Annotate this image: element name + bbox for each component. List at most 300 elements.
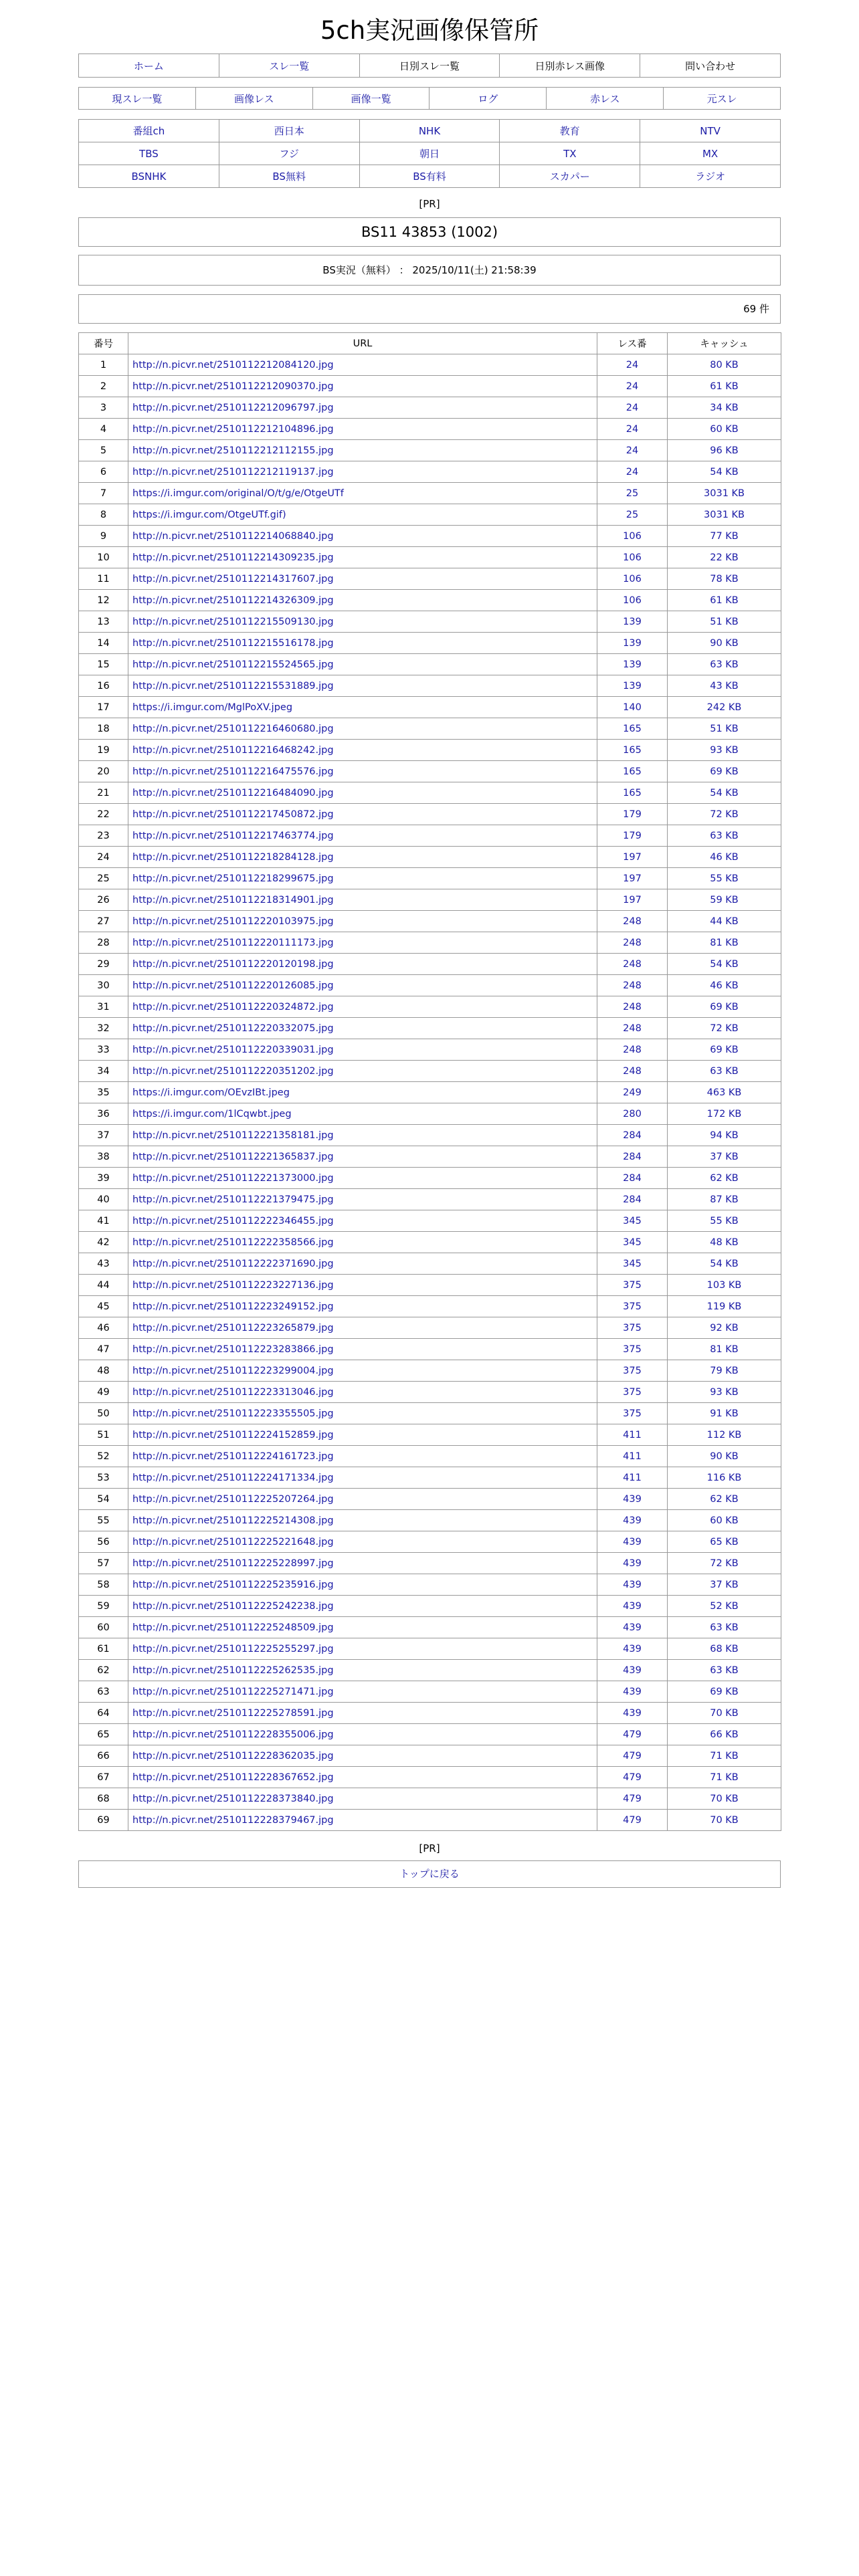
row-cache-size-cell[interactable] bbox=[668, 1531, 781, 1553]
row-res-number[interactable]: 439 bbox=[623, 1707, 642, 1719]
row-cache-size-cell[interactable] bbox=[668, 397, 781, 419]
row-url-cell[interactable] bbox=[128, 954, 597, 975]
row-res-number[interactable]: 140 bbox=[623, 702, 642, 713]
row-res-number[interactable]: 165 bbox=[623, 766, 642, 777]
row-cache-size-cell[interactable] bbox=[668, 440, 781, 461]
row-cache-size-cell[interactable] bbox=[668, 461, 781, 483]
row-cache-size[interactable]: 81 KB bbox=[710, 937, 739, 948]
row-cache-size[interactable]: 55 KB bbox=[710, 1215, 739, 1226]
row-cache-size[interactable]: 72 KB bbox=[710, 1558, 739, 1569]
row-url[interactable]: http://n.picvr.net/2510112212090370.jpg bbox=[132, 381, 334, 392]
row-res-number-cell[interactable] bbox=[597, 1638, 668, 1660]
row-cache-size-cell[interactable] bbox=[668, 675, 781, 697]
row-cache-size[interactable]: 61 KB bbox=[710, 381, 739, 392]
row-res-number[interactable]: 197 bbox=[623, 873, 642, 884]
row-url[interactable]: http://n.picvr.net/2510112221358181.jpg bbox=[132, 1130, 334, 1141]
row-res-number-cell[interactable] bbox=[597, 1125, 668, 1146]
row-url[interactable]: http://n.picvr.net/2510112225271471.jpg bbox=[132, 1686, 334, 1697]
row-res-number[interactable]: 411 bbox=[623, 1429, 642, 1440]
row-res-number-cell[interactable] bbox=[597, 1210, 668, 1232]
row-cache-size[interactable]: 112 KB bbox=[706, 1429, 742, 1440]
row-url-cell[interactable] bbox=[128, 1232, 597, 1253]
row-cache-size[interactable]: 119 KB bbox=[706, 1301, 742, 1312]
row-res-number[interactable]: 375 bbox=[623, 1279, 642, 1291]
row-res-number-cell[interactable] bbox=[597, 1103, 668, 1125]
row-res-number[interactable]: 165 bbox=[623, 744, 642, 756]
row-url[interactable]: http://n.picvr.net/2510112218299675.jpg bbox=[132, 873, 334, 884]
row-cache-size-cell[interactable] bbox=[668, 954, 781, 975]
subnav-red-res[interactable] bbox=[547, 88, 664, 110]
row-cache-size-cell[interactable] bbox=[668, 932, 781, 954]
row-cache-size-cell[interactable] bbox=[668, 1360, 781, 1382]
row-res-number[interactable]: 479 bbox=[623, 1793, 642, 1804]
row-cache-size-cell[interactable] bbox=[668, 1296, 781, 1317]
row-res-number[interactable]: 25 bbox=[626, 509, 639, 520]
row-url[interactable]: http://n.picvr.net/2510112228379467.jpg bbox=[132, 1814, 334, 1826]
row-url[interactable]: http://n.picvr.net/2510112221365837.jpg bbox=[132, 1151, 334, 1162]
row-res-number[interactable]: 106 bbox=[623, 552, 642, 563]
row-res-number-cell[interactable] bbox=[597, 419, 668, 440]
row-res-number-cell[interactable] bbox=[597, 1724, 668, 1745]
subnav-current-threads[interactable] bbox=[79, 88, 196, 110]
row-cache-size-cell[interactable] bbox=[668, 996, 781, 1018]
row-cache-size-cell[interactable] bbox=[668, 1510, 781, 1531]
row-url-cell[interactable] bbox=[128, 1446, 597, 1467]
row-cache-size-cell[interactable] bbox=[668, 1168, 781, 1189]
row-cache-size[interactable]: 22 KB bbox=[710, 552, 739, 563]
subnav-log-link[interactable]: ログ bbox=[478, 92, 498, 105]
row-url[interactable]: https://i.imgur.com/original/O/t/g/e/OtgeUTf bbox=[132, 488, 344, 499]
row-url[interactable]: http://n.picvr.net/2510112228367652.jpg bbox=[132, 1772, 334, 1783]
row-url[interactable]: http://n.picvr.net/2510112222346455.jpg bbox=[132, 1215, 334, 1226]
row-url[interactable]: http://n.picvr.net/2510112223249152.jpg bbox=[132, 1301, 334, 1312]
row-url[interactable]: http://n.picvr.net/2510112218284128.jpg bbox=[132, 851, 334, 863]
row-res-number-cell[interactable] bbox=[597, 1596, 668, 1617]
row-cache-size-cell[interactable] bbox=[668, 1617, 781, 1638]
row-res-number[interactable]: 479 bbox=[623, 1814, 642, 1826]
row-res-number[interactable]: 248 bbox=[623, 1065, 642, 1077]
row-url[interactable]: http://n.picvr.net/2510112214309235.jpg bbox=[132, 552, 334, 563]
row-url-cell[interactable] bbox=[128, 1681, 597, 1703]
row-cache-size-cell[interactable] bbox=[668, 868, 781, 889]
row-cache-size-cell[interactable] bbox=[668, 547, 781, 568]
row-cache-size[interactable]: 46 KB bbox=[710, 851, 739, 863]
row-url-cell[interactable] bbox=[128, 847, 597, 868]
row-cache-size[interactable]: 90 KB bbox=[710, 1451, 739, 1462]
row-url[interactable]: http://n.picvr.net/2510112228355006.jpg bbox=[132, 1729, 334, 1740]
row-cache-size[interactable]: 51 KB bbox=[710, 723, 739, 734]
row-url-cell[interactable] bbox=[128, 804, 597, 825]
row-url[interactable]: http://n.picvr.net/2510112221379475.jpg bbox=[132, 1194, 334, 1205]
row-res-number[interactable]: 24 bbox=[626, 359, 639, 370]
row-cache-size-cell[interactable] bbox=[668, 376, 781, 397]
row-res-number[interactable]: 249 bbox=[623, 1087, 642, 1098]
row-url-cell[interactable] bbox=[128, 911, 597, 932]
row-cache-size[interactable]: 65 KB bbox=[710, 1536, 739, 1547]
channel-cell[interactable] bbox=[219, 165, 359, 188]
row-url[interactable]: http://n.picvr.net/2510112222371690.jpg bbox=[132, 1258, 334, 1269]
row-url[interactable]: http://n.picvr.net/2510112216460680.jpg bbox=[132, 723, 334, 734]
row-res-number[interactable]: 439 bbox=[623, 1536, 642, 1547]
row-url-cell[interactable] bbox=[128, 1103, 597, 1125]
row-cache-size-cell[interactable] bbox=[668, 697, 781, 718]
row-url[interactable]: http://n.picvr.net/2510112220126085.jpg bbox=[132, 980, 334, 991]
row-url[interactable]: http://n.picvr.net/2510112220351202.jpg bbox=[132, 1065, 334, 1077]
row-url[interactable]: http://n.picvr.net/2510112225228997.jpg bbox=[132, 1558, 334, 1569]
row-res-number-cell[interactable] bbox=[597, 804, 668, 825]
row-cache-size-cell[interactable] bbox=[668, 804, 781, 825]
row-res-number[interactable]: 197 bbox=[623, 894, 642, 905]
row-cache-size-cell[interactable] bbox=[668, 611, 781, 633]
channel-link[interactable]: MX bbox=[702, 147, 719, 160]
row-url[interactable]: http://n.picvr.net/2510112216475576.jpg bbox=[132, 766, 334, 777]
row-res-number[interactable]: 411 bbox=[623, 1472, 642, 1483]
row-cache-size[interactable]: 72 KB bbox=[710, 809, 739, 820]
row-res-number-cell[interactable] bbox=[597, 1232, 668, 1253]
row-cache-size-cell[interactable] bbox=[668, 1424, 781, 1446]
row-res-number[interactable]: 345 bbox=[623, 1258, 642, 1269]
row-cache-size-cell[interactable] bbox=[668, 1061, 781, 1082]
nav-home[interactable] bbox=[79, 54, 219, 78]
row-url-cell[interactable] bbox=[128, 461, 597, 483]
row-url[interactable]: http://n.picvr.net/2510112225255297.jpg bbox=[132, 1643, 334, 1654]
row-cache-size[interactable]: 69 KB bbox=[710, 1044, 739, 1055]
row-cache-size-cell[interactable] bbox=[668, 1317, 781, 1339]
channel-link[interactable]: フジ bbox=[279, 148, 299, 160]
row-cache-size[interactable]: 242 KB bbox=[706, 702, 742, 713]
nav-thread-list[interactable] bbox=[219, 54, 359, 78]
row-res-number-cell[interactable] bbox=[597, 504, 668, 526]
row-res-number[interactable]: 439 bbox=[623, 1579, 642, 1590]
row-url[interactable]: http://n.picvr.net/2510112223299004.jpg bbox=[132, 1365, 334, 1376]
row-url[interactable]: http://n.picvr.net/2510112223355505.jpg bbox=[132, 1408, 334, 1419]
row-cache-size-cell[interactable] bbox=[668, 1660, 781, 1681]
row-res-number[interactable]: 479 bbox=[623, 1772, 642, 1783]
row-cache-size-cell[interactable] bbox=[668, 1810, 781, 1831]
row-res-number-cell[interactable] bbox=[597, 847, 668, 868]
row-res-number[interactable]: 375 bbox=[623, 1408, 642, 1419]
row-url-cell[interactable] bbox=[128, 1810, 597, 1831]
row-res-number-cell[interactable] bbox=[597, 440, 668, 461]
row-cache-size-cell[interactable] bbox=[668, 419, 781, 440]
row-cache-size[interactable]: 54 KB bbox=[710, 466, 739, 477]
row-res-number-cell[interactable] bbox=[597, 1703, 668, 1724]
row-cache-size[interactable]: 63 KB bbox=[710, 659, 739, 670]
row-cache-size[interactable]: 116 KB bbox=[706, 1472, 742, 1483]
row-cache-size[interactable]: 43 KB bbox=[710, 680, 739, 691]
row-url[interactable]: http://n.picvr.net/2510112223227136.jpg bbox=[132, 1279, 334, 1291]
row-cache-size-cell[interactable] bbox=[668, 1767, 781, 1788]
row-url-cell[interactable] bbox=[128, 1210, 597, 1232]
row-cache-size[interactable]: 70 KB bbox=[710, 1707, 739, 1719]
row-cache-size-cell[interactable] bbox=[668, 483, 781, 504]
row-res-number-cell[interactable] bbox=[597, 1360, 668, 1382]
row-cache-size[interactable]: 59 KB bbox=[710, 894, 739, 905]
row-cache-size-cell[interactable] bbox=[668, 761, 781, 782]
row-url-cell[interactable] bbox=[128, 1082, 597, 1103]
row-res-number-cell[interactable] bbox=[597, 568, 668, 590]
row-res-number-cell[interactable] bbox=[597, 1767, 668, 1788]
row-url-cell[interactable] bbox=[128, 1039, 597, 1061]
row-url-cell[interactable] bbox=[128, 1018, 597, 1039]
row-res-number-cell[interactable] bbox=[597, 1082, 668, 1103]
row-cache-size-cell[interactable] bbox=[668, 1189, 781, 1210]
row-url-cell[interactable] bbox=[128, 1489, 597, 1510]
subnav-red-res-link[interactable]: 赤レス bbox=[589, 92, 620, 105]
row-res-number-cell[interactable] bbox=[597, 932, 668, 954]
row-cache-size-cell[interactable] bbox=[668, 1232, 781, 1253]
channel-link[interactable]: NTV bbox=[700, 124, 721, 137]
row-res-number-cell[interactable] bbox=[597, 526, 668, 547]
channel-cell[interactable] bbox=[359, 120, 500, 142]
row-url-cell[interactable] bbox=[128, 1467, 597, 1489]
row-cache-size[interactable]: 81 KB bbox=[710, 1344, 739, 1355]
row-url[interactable]: http://n.picvr.net/2510112220324872.jpg bbox=[132, 1001, 334, 1012]
row-cache-size-cell[interactable] bbox=[668, 1146, 781, 1168]
row-cache-size[interactable]: 54 KB bbox=[710, 958, 739, 970]
row-cache-size[interactable]: 69 KB bbox=[710, 1001, 739, 1012]
row-cache-size[interactable]: 44 KB bbox=[710, 916, 739, 927]
row-url-cell[interactable] bbox=[128, 1638, 597, 1660]
channel-cell[interactable] bbox=[79, 142, 219, 165]
row-res-number[interactable]: 139 bbox=[623, 659, 642, 670]
row-cache-size[interactable]: 94 KB bbox=[710, 1130, 739, 1141]
channel-cell[interactable] bbox=[359, 165, 500, 188]
row-cache-size[interactable]: 60 KB bbox=[710, 423, 739, 435]
row-res-number[interactable]: 24 bbox=[626, 445, 639, 456]
row-res-number[interactable]: 280 bbox=[623, 1108, 642, 1119]
row-url[interactable]: http://n.picvr.net/2510112228362035.jpg bbox=[132, 1750, 334, 1761]
row-res-number[interactable]: 106 bbox=[623, 530, 642, 542]
row-url-cell[interactable] bbox=[128, 1660, 597, 1681]
row-url[interactable]: http://n.picvr.net/2510112212104896.jpg bbox=[132, 423, 334, 435]
row-cache-size-cell[interactable] bbox=[668, 1745, 781, 1767]
row-cache-size[interactable]: 54 KB bbox=[710, 787, 739, 798]
row-url-cell[interactable] bbox=[128, 1296, 597, 1317]
channel-link[interactable]: 朝日 bbox=[419, 148, 440, 160]
row-url[interactable]: http://n.picvr.net/2510112216484090.jpg bbox=[132, 787, 334, 798]
row-url-cell[interactable] bbox=[128, 996, 597, 1018]
row-res-number[interactable]: 284 bbox=[623, 1194, 642, 1205]
row-cache-size-cell[interactable] bbox=[668, 354, 781, 376]
row-res-number[interactable]: 25 bbox=[626, 488, 639, 499]
subnav-current-threads-link[interactable]: 現スレ一覧 bbox=[112, 92, 163, 105]
row-cache-size-cell[interactable] bbox=[668, 718, 781, 740]
row-res-number-cell[interactable] bbox=[597, 1018, 668, 1039]
row-url[interactable]: http://n.picvr.net/2510112212112155.jpg bbox=[132, 445, 334, 456]
row-res-number-cell[interactable] bbox=[597, 1275, 668, 1296]
row-cache-size-cell[interactable] bbox=[668, 1446, 781, 1467]
row-cache-size[interactable]: 103 KB bbox=[706, 1279, 742, 1291]
subnav-original-thread-link[interactable]: 元スレ bbox=[706, 92, 737, 105]
row-url-cell[interactable] bbox=[128, 1189, 597, 1210]
row-cache-size[interactable]: 96 KB bbox=[710, 445, 739, 456]
row-url[interactable]: http://n.picvr.net/2510112215509130.jpg bbox=[132, 616, 334, 627]
row-url-cell[interactable] bbox=[128, 1360, 597, 1382]
row-res-number[interactable]: 375 bbox=[623, 1322, 642, 1333]
row-url-cell[interactable] bbox=[128, 1531, 597, 1553]
row-url[interactable]: http://n.picvr.net/2510112224171334.jpg bbox=[132, 1472, 334, 1483]
row-res-number-cell[interactable] bbox=[597, 1446, 668, 1467]
channel-link[interactable]: BS無料 bbox=[272, 171, 306, 183]
row-res-number[interactable]: 375 bbox=[623, 1344, 642, 1355]
row-url[interactable]: http://n.picvr.net/2510112223283866.jpg bbox=[132, 1344, 334, 1355]
row-url-cell[interactable] bbox=[128, 526, 597, 547]
row-cache-size[interactable]: 48 KB bbox=[710, 1237, 739, 1248]
row-url[interactable]: http://n.picvr.net/2510112224161723.jpg bbox=[132, 1451, 334, 1462]
row-url-cell[interactable] bbox=[128, 1724, 597, 1745]
channel-cell[interactable] bbox=[640, 165, 781, 188]
subnav-image-list[interactable] bbox=[312, 88, 430, 110]
subnav-log[interactable] bbox=[430, 88, 547, 110]
row-cache-size-cell[interactable] bbox=[668, 1467, 781, 1489]
row-cache-size-cell[interactable] bbox=[668, 504, 781, 526]
row-url-cell[interactable] bbox=[128, 1788, 597, 1810]
row-res-number[interactable]: 439 bbox=[623, 1600, 642, 1612]
row-url[interactable]: http://n.picvr.net/2510112220339031.jpg bbox=[132, 1044, 334, 1055]
row-res-number[interactable]: 439 bbox=[623, 1493, 642, 1505]
row-res-number[interactable]: 248 bbox=[623, 1001, 642, 1012]
row-cache-size[interactable]: 93 KB bbox=[710, 744, 739, 756]
row-res-number-cell[interactable] bbox=[597, 868, 668, 889]
row-cache-size[interactable]: 61 KB bbox=[710, 595, 739, 606]
row-url[interactable]: http://n.picvr.net/2510112217463774.jpg bbox=[132, 830, 334, 841]
row-res-number[interactable]: 139 bbox=[623, 637, 642, 649]
row-cache-size-cell[interactable] bbox=[668, 1210, 781, 1232]
row-cache-size-cell[interactable] bbox=[668, 1103, 781, 1125]
row-url-cell[interactable] bbox=[128, 675, 597, 697]
row-cache-size[interactable]: 54 KB bbox=[710, 1258, 739, 1269]
row-cache-size[interactable]: 80 KB bbox=[710, 359, 739, 370]
row-cache-size-cell[interactable] bbox=[668, 654, 781, 675]
row-cache-size[interactable]: 70 KB bbox=[710, 1814, 739, 1826]
row-res-number[interactable]: 24 bbox=[626, 423, 639, 435]
row-res-number[interactable]: 24 bbox=[626, 402, 639, 413]
row-cache-size[interactable]: 37 KB bbox=[710, 1579, 739, 1590]
row-url-cell[interactable] bbox=[128, 889, 597, 911]
row-url[interactable]: http://n.picvr.net/2510112225221648.jpg bbox=[132, 1536, 334, 1547]
row-url-cell[interactable] bbox=[128, 611, 597, 633]
row-res-number-cell[interactable] bbox=[597, 1467, 668, 1489]
row-res-number[interactable]: 106 bbox=[623, 595, 642, 606]
row-res-number-cell[interactable] bbox=[597, 1168, 668, 1189]
row-cache-size[interactable]: 62 KB bbox=[710, 1493, 739, 1505]
row-url-cell[interactable] bbox=[128, 1317, 597, 1339]
row-cache-size[interactable]: 92 KB bbox=[710, 1322, 739, 1333]
row-res-number[interactable]: 439 bbox=[623, 1622, 642, 1633]
row-res-number[interactable]: 165 bbox=[623, 723, 642, 734]
row-url-cell[interactable] bbox=[128, 1403, 597, 1424]
row-cache-size-cell[interactable] bbox=[668, 633, 781, 654]
row-cache-size[interactable]: 91 KB bbox=[710, 1408, 739, 1419]
row-url-cell[interactable] bbox=[128, 1382, 597, 1403]
row-url-cell[interactable] bbox=[128, 1424, 597, 1446]
row-cache-size-cell[interactable] bbox=[668, 1724, 781, 1745]
row-res-number-cell[interactable] bbox=[597, 1146, 668, 1168]
row-res-number-cell[interactable] bbox=[597, 1296, 668, 1317]
channel-link[interactable]: スカパー bbox=[549, 171, 590, 183]
row-cache-size-cell[interactable] bbox=[668, 568, 781, 590]
channel-cell[interactable] bbox=[640, 142, 781, 165]
row-res-number-cell[interactable] bbox=[597, 1253, 668, 1275]
row-url-cell[interactable] bbox=[128, 782, 597, 804]
row-res-number-cell[interactable] bbox=[597, 1745, 668, 1767]
row-cache-size[interactable]: 70 KB bbox=[710, 1793, 739, 1804]
row-cache-size[interactable]: 93 KB bbox=[710, 1386, 739, 1398]
row-res-number-cell[interactable] bbox=[597, 1403, 668, 1424]
row-cache-size-cell[interactable] bbox=[668, 1703, 781, 1724]
row-res-number-cell[interactable] bbox=[597, 1510, 668, 1531]
channel-cell[interactable] bbox=[640, 120, 781, 142]
row-cache-size[interactable]: 463 KB bbox=[706, 1087, 742, 1098]
row-cache-size[interactable]: 62 KB bbox=[710, 1172, 739, 1184]
row-url[interactable]: http://n.picvr.net/2510112223313046.jpg bbox=[132, 1386, 334, 1398]
row-cache-size[interactable]: 34 KB bbox=[710, 402, 739, 413]
row-url-cell[interactable] bbox=[128, 761, 597, 782]
row-url[interactable]: http://n.picvr.net/2510112220103975.jpg bbox=[132, 916, 334, 927]
row-res-number-cell[interactable] bbox=[597, 590, 668, 611]
row-url[interactable]: http://n.picvr.net/2510112225214308.jpg bbox=[132, 1515, 334, 1526]
row-url-cell[interactable] bbox=[128, 1168, 597, 1189]
row-url[interactable]: http://n.picvr.net/2510112220111173.jpg bbox=[132, 937, 334, 948]
row-res-number-cell[interactable] bbox=[597, 1039, 668, 1061]
row-url-cell[interactable] bbox=[128, 1339, 597, 1360]
row-cache-size[interactable]: 71 KB bbox=[710, 1772, 739, 1783]
row-url-cell[interactable] bbox=[128, 419, 597, 440]
row-url-cell[interactable] bbox=[128, 868, 597, 889]
row-res-number-cell[interactable] bbox=[597, 975, 668, 996]
row-cache-size[interactable]: 63 KB bbox=[710, 1622, 739, 1633]
row-res-number-cell[interactable] bbox=[597, 1788, 668, 1810]
row-res-number-cell[interactable] bbox=[597, 954, 668, 975]
channel-cell[interactable] bbox=[79, 165, 219, 188]
row-cache-size-cell[interactable] bbox=[668, 782, 781, 804]
row-url[interactable]: http://n.picvr.net/2510112223265879.jpg bbox=[132, 1322, 334, 1333]
row-cache-size[interactable]: 55 KB bbox=[710, 873, 739, 884]
row-res-number-cell[interactable] bbox=[597, 354, 668, 376]
row-cache-size-cell[interactable] bbox=[668, 1039, 781, 1061]
row-res-number-cell[interactable] bbox=[597, 1489, 668, 1510]
row-res-number-cell[interactable] bbox=[597, 461, 668, 483]
row-res-number-cell[interactable] bbox=[597, 1424, 668, 1446]
subnav-image-res[interactable] bbox=[195, 88, 312, 110]
row-res-number-cell[interactable] bbox=[597, 1660, 668, 1681]
row-cache-size-cell[interactable] bbox=[668, 1596, 781, 1617]
channel-link[interactable]: BS有料 bbox=[413, 171, 446, 183]
row-cache-size-cell[interactable] bbox=[668, 590, 781, 611]
channel-link[interactable]: NHK bbox=[418, 124, 441, 137]
row-url-cell[interactable] bbox=[128, 354, 597, 376]
subnav-image-list-link[interactable]: 画像一覧 bbox=[351, 92, 391, 105]
channel-link[interactable]: TBS bbox=[139, 147, 159, 160]
row-cache-size[interactable]: 3031 KB bbox=[704, 509, 745, 520]
row-res-number-cell[interactable] bbox=[597, 397, 668, 419]
back-to-top-link[interactable]: トップに戻る bbox=[399, 1868, 460, 1880]
row-res-number-cell[interactable] bbox=[597, 1810, 668, 1831]
row-url-cell[interactable] bbox=[128, 718, 597, 740]
row-url[interactable]: http://n.picvr.net/2510112221373000.jpg bbox=[132, 1172, 334, 1184]
row-res-number[interactable]: 248 bbox=[623, 1044, 642, 1055]
row-cache-size[interactable]: 69 KB bbox=[710, 1686, 739, 1697]
row-res-number-cell[interactable] bbox=[597, 483, 668, 504]
row-url-cell[interactable] bbox=[128, 1745, 597, 1767]
row-url[interactable]: http://n.picvr.net/2510112217450872.jpg bbox=[132, 809, 334, 820]
row-res-number-cell[interactable] bbox=[597, 761, 668, 782]
row-url-cell[interactable] bbox=[128, 975, 597, 996]
row-res-number-cell[interactable] bbox=[597, 911, 668, 932]
row-cache-size-cell[interactable] bbox=[668, 1681, 781, 1703]
row-url[interactable]: http://n.picvr.net/2510112214326309.jpg bbox=[132, 595, 334, 606]
